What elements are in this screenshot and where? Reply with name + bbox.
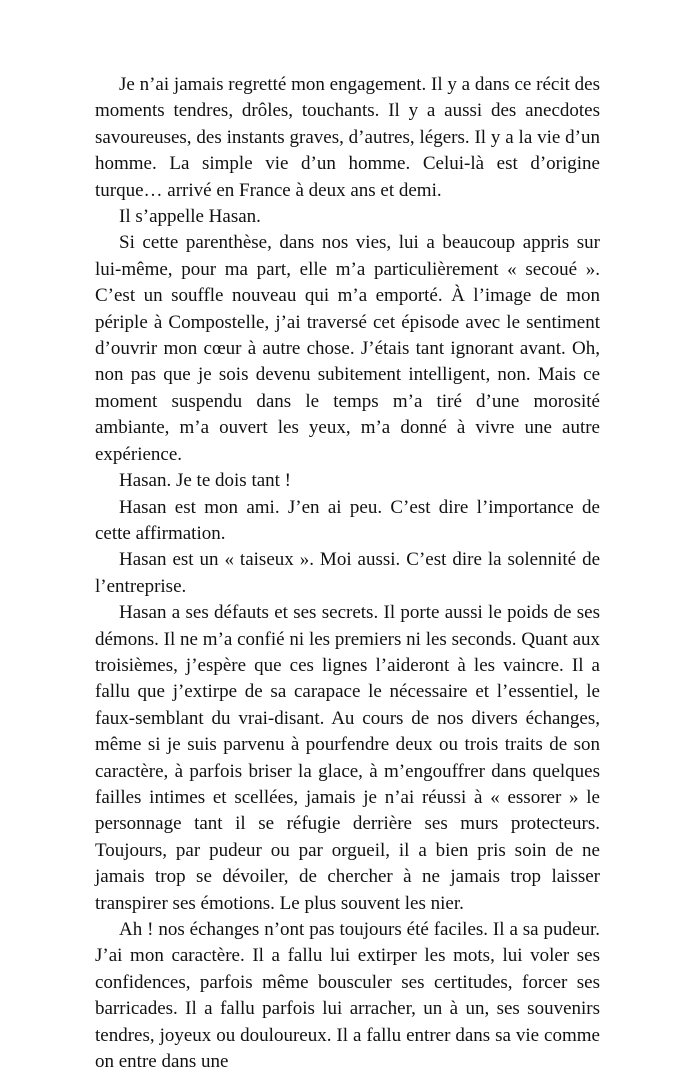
paragraph-2: Il s’appelle Hasan. (119, 206, 261, 228)
paragraph-1: Je n’ai jamais regretté mon engagement. Il y a dans ce récit des moments tendres, drôles, touchants. Il y a aussi des anecdotes savoureuses, des instants graves, d’autres, légers. Il y a la vie d’un homme. La simple vie d’un homme. Celui-là est d’origine turque… arrivé en France à deux ans et demi. (95, 74, 600, 201)
paragraph-8: Ah ! nos échanges n’ont pas toujours été faciles. Il a sa pudeur. J’ai mon caractère. Il a fallu lui extirper les mots, lui voler ses confidences, parfois même bousculer ses certitudes, forcer ses barricades. Il a fallu parfois lui arracher, un à un, ses souvenirs tendres, joyeux ou douloureux. Il a fallu entrer dans sa vie comme on entre dans une (95, 919, 600, 1073)
paragraph-7: Hasan a ses défauts et ses secrets. Il porte aussi le poids de ses démons. Il ne m’a confié ni les premiers ni les seconds. Quant aux troisièmes, j’espère que ces lignes l’aideront à les vaincre. Il a fallu que j’extirpe de sa carapace le nécessaire et l’essentiel, le faux-semblant du vrai-disant. Au cours de nos divers échanges, même si je suis parvenu à pourfendre deux ou trois traits de son caractère, à parfois briser la glace, à m’engouffrer dans quelques failles intimes et scellées, jamais je n’ai réussi à « essorer » le personnage tant il se réfugie derrière ses murs protecteurs. Toujours, par pudeur ou par orgueil, il a bien pris soin de ne jamais trop se dévoiler, de chercher à ne jamais trop laisser transpirer ses émotions. Le plus souvent les nier. (95, 602, 600, 914)
paragraph-6: Hasan est un « taiseux ». Moi aussi. C’est dire la solennité de l’entreprise. (95, 549, 600, 597)
paragraph-4: Hasan. Je te dois tant ! (119, 470, 292, 492)
paragraph-3: Si cette parenthèse, dans nos vies, lui a beaucoup appris sur lui-même, pour ma part, elle m’a particulièrement « secoué ». C’est un souffle nouveau qui m’a emporté. À l’image de mon périple à Compostelle, j’ai traversé cet épisode avec le sentiment d’ouvrir mon cœur à autre chose. J’étais tant ignorant avant. Oh, non pas que je sois devenu subitement intelligent, non. Mais ce moment suspendu dans le temps m’a tiré d’une morosité ambiante, m’a ouvert les yeux, m’a donné à vivre une autre expérience. (95, 232, 600, 465)
paragraph-5: Hasan est mon ami. J’en ai peu. C’est dire l’importance de cette affirmation. (95, 496, 600, 544)
page-body (95, 72, 600, 1075)
